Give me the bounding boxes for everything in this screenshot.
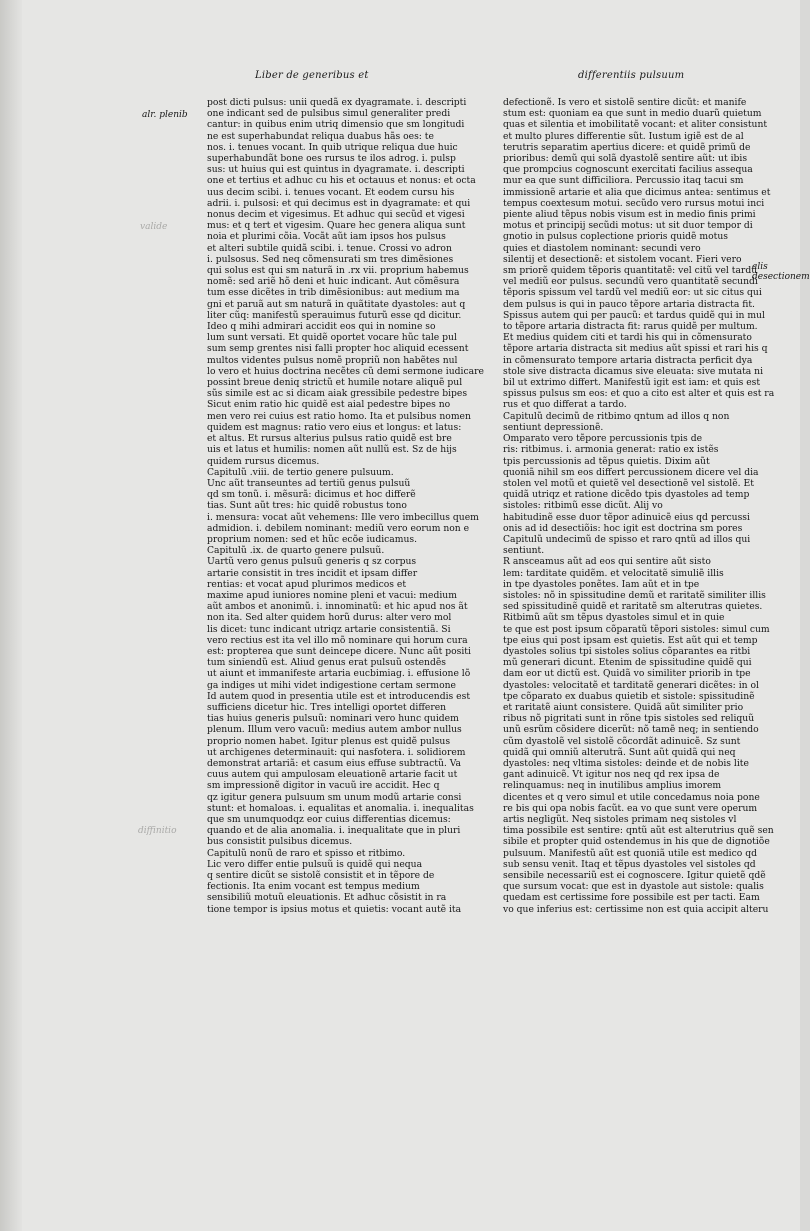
text-line: men vero rei cuius est ratio homo. Ita et pulsibus nomen [207, 410, 471, 422]
text-line: proprio nomen habet. Igitur plenus est quidẽ pulsus [207, 735, 451, 747]
text-line: sibile et propter quid ostendemus in his que de dignotiõe [503, 836, 770, 848]
text-line: dam eor ut dictũ est. Quidã vo similiter priorib in tpe [503, 668, 751, 680]
text-line: sed spissitudinẽ quidẽ et raritatẽ sm alterutras quietes. [503, 601, 763, 613]
text-line: cantur: in quibus enim utriq dimensio que sm longitudi [207, 119, 465, 131]
text-line: artis negligũt. Neq sistoles primam neq sistoles vl [503, 814, 737, 825]
text-line: tẽpore artaria distracta sit medius aũt spissi et rari his q [503, 343, 768, 355]
text-line: stole sive distracta dicamus sive eleuata: sive mutata ni [503, 365, 764, 377]
text-line: i. pulsosus. Sed neq cõmensurati sm tres dimẽsiones [207, 253, 454, 265]
text-line: bil ut extrimo differt. Manifestũ igit est iam: et quis est [503, 377, 761, 389]
text-line: te que est post ipsum cõparatũ tẽpori sistoles: simul cum [503, 623, 770, 635]
text-line: gni et paruã aut sm naturã in quãtitate dyastoles: aut q [207, 298, 466, 310]
text-line: tpis percussionis ad tẽpus quietis. Dixim aũt [503, 455, 710, 467]
text-line: Uartũ vero genus pulsuũ generis q sz corpus [207, 556, 417, 568]
text-line: lo vero et huius doctrina necẽtes cũ demi sermone iudicare [207, 365, 484, 377]
text-line: piente aliud tẽpus nobis visum est in medio finis primi [503, 209, 756, 221]
text-line: Et medius quidem citi et tardi his qui in cõmensurato [503, 332, 752, 344]
text-line: bus consistit pulsibus dicemus. [207, 836, 353, 848]
text-line: vero rectius est ita vel illo mõ nominare qui horum cura [207, 634, 468, 646]
text-line: sub sensu venit. Itaq et tẽpus dyastoles vel sistoles qd [503, 858, 756, 870]
text-line: rentias: et vocat apud plurimos medicos et [207, 578, 407, 590]
text-line: dyastoles solius tpi sistoles solius cõparantes ea ritbi [503, 645, 751, 657]
text-line: stum est: quoniam ea que sunt in medio duarũ quietum [503, 108, 762, 120]
text-line: mur ea que sunt difficiliora. Percussio itaq tacui sm [503, 175, 744, 187]
text-line: quidem est magnus: ratio vero eius et longus: et latus: [207, 421, 462, 433]
text-line: qd sm tonũ. i. mẽsurã: dicimus et hoc differẽ [207, 489, 416, 501]
text-line: Ideo q mihi admirari accidit eos qui in nomine so [207, 321, 436, 333]
text-line: motus et principij secũdi motus: ut sit duor tempor di [503, 220, 753, 232]
text-line: qz igitur genera pulsuum sm unum modũ artarie consi [207, 791, 462, 803]
text-line: quando et de alia anomalia. i. inequalitate que in pluri [207, 825, 461, 837]
text-line: ris: ritbimus. i. armonia generat: ratio ex istẽs [503, 444, 719, 456]
text-line: lem: tarditate quidẽm. et velocitatẽ simuliẽ illis [503, 567, 724, 579]
text-line: qui solus est qui sm naturã in .rx vii. proprium habemus [207, 265, 469, 277]
text-line: Capitulũ .viii. de tertio genere pulsuum. [207, 466, 394, 478]
text-line: sm priorẽ quidem tẽporis quantitatẽ: vel citũ vel tardũ [503, 265, 758, 277]
text-line: quoniã nihil sm eos differt percussionem dicere vel dia [503, 466, 759, 478]
text-line: et alteri subtile quidã scibi. i. tenue. Crossi vo adron [207, 242, 452, 254]
text-line: quas et silentia et imobilitatẽ vocant: et aliter consistunt [503, 119, 768, 131]
text-line: Capitulũ decimũ de ritbimo qntum ad illos q non [503, 410, 730, 422]
text-line: Capitulũ .ix. de quarto genere pulsuũ. [207, 545, 385, 557]
text-line: gnotio in pulsus coplectione prioris quidẽ motus [503, 231, 728, 243]
text-line: defectionẽ. Is vero et sistolẽ sentire dicũt: et manife [503, 97, 747, 108]
text-line: post dicti pulsus: unii quedã ex dyagramate. i. descripti [207, 97, 467, 108]
text-line: sistoles: nõ in spissitudine demũ et raritatẽ similiter illis [503, 589, 766, 601]
text-line: uis et latus et humilis: nomen aũt nullũ est. Sz de hijs [207, 444, 457, 456]
text-line: fectionis. Ita enim vocant est tempus medium [207, 881, 420, 893]
text-line: quedam est certissime fore possibile est per tacti. Eam [503, 892, 760, 904]
text-line: Spissus autem qui per paucũ: et tardus quidẽ qui in mul [503, 309, 765, 321]
text-line: silentij et desectionẽ: et sistolem vocant. Fieri vero [503, 253, 742, 265]
text-line: sentiunt depressionẽ. [503, 421, 604, 433]
text-line: que prompcius cognoscunt exercitati facilius assequa [503, 164, 753, 176]
text-line: uus decim scibi. i. tenues vocant. Et eodem cursu his [207, 186, 455, 198]
text-line: noia et plurimi cõia. Vocãt aũt iam ipsos hos pulsus [207, 231, 446, 243]
text-line: re bis qui opa nobis facũt. ea vo que sunt vere operum [503, 802, 758, 814]
text-line: et raritatẽ aiunt consistere. Quidã aũt similiter prio [503, 701, 744, 713]
text-line: que sursum vocat: que est in dyastole aut sistole: qualis [503, 881, 764, 893]
text-line: Capitulũ nonũ de raro et spisso et ritbimo. [207, 847, 406, 859]
text-line: tum esse dicẽtes in trib dimẽsionibus: aut medium ma [207, 287, 460, 299]
text-line: rus et quo differat a tardo. [503, 399, 627, 411]
text-line: relinquamus: neq in inutilibus amplius imorem [503, 780, 722, 792]
text-line: vo que inferius est: certissime non est quia accipit alteru [503, 903, 769, 915]
text-line: sensibile necessariũ est ei cognoscere. Igitur quietẽ qdẽ [503, 870, 766, 882]
text-line: in tpe dyastoles ponẽtes. Iam aũt et in tpe [503, 578, 700, 590]
page-edge [0, 0, 22, 1231]
text-line: stolen vel motũ et quietẽ vel desectionẽ vel sistolẽ. Et [503, 477, 754, 489]
text-line: immissionẽ artarie et alia que dicimus antea: sentimus et [503, 186, 771, 198]
text-line: quidem rursus dicemus. [207, 455, 320, 467]
text-line: spissus pulsus sm eos: et quo a cito est alter et quis est ra [503, 388, 775, 400]
text-line: tpe eius qui post ipsam est quietis. Est aũt qui et temp [503, 634, 758, 646]
text-line: demonstrat artariã: et casum eius effuse subtractũ. Va [207, 757, 461, 769]
text-line: Sicut enim ratio hic quidẽ est aial pedestre bipes no [207, 399, 451, 411]
text-line: ga indiges ut mihi videt indigestione certam sermone [207, 679, 456, 691]
text-column-left [207, 97, 484, 970]
text-line: proprium nomen: sed et hũc ecõe iudicamus. [207, 533, 418, 545]
text-line: mũ generari dicunt. Etenim de spissitudine quidẽ qui [503, 657, 752, 669]
text-line: dyastoles: velocitatẽ et tarditatẽ generari dicẽtes: in ol [503, 679, 759, 691]
text-line: to tẽpore artaria distracta fit: rarus quidẽ per multum. [503, 321, 758, 333]
text-line: que sm unumquodqz eor cuius differentias dicemus: [207, 814, 451, 825]
text-line: artarie consistit in tres incidit et ipsam differ [207, 567, 418, 579]
text-line: est: propterea que sunt deincepe dicere. Nunc aũt positi [207, 645, 471, 657]
text-line: dyastoles: neq vltima sistoles: deinde et de nobis lite [503, 757, 749, 769]
text-line: in cõmensurato tempore artaria distracta perficit dya [503, 354, 753, 366]
text-line: R ansceamus aũt ad eos qui sentire aũt sisto [503, 556, 711, 568]
text-line: sũs simile est ac si dicam aiak gressibile pedestre bipes [207, 388, 468, 400]
text-line: sm impressionẽ digitor in vacuũ ire accidit. Hec q [207, 780, 440, 792]
text-line: non ita. Sed alter quidem horũ durus: alter vero mol [207, 612, 452, 624]
text-line: cũm dyastolẽ vel sistolẽ cõcordãt adinuicẽ. Sz sunt [503, 735, 741, 747]
text-line: one et tertius et adhuc cu his et octauus et nonus: et octa [207, 175, 476, 187]
text-line: sentiunt. [503, 545, 545, 557]
text-line: admidion. i. debilem nominant: mediũ vero eorum non e [207, 522, 470, 534]
text-line: possint breue deniq strictũ et humile notare aliquẽ pul [207, 377, 463, 389]
text-line: nomẽ: sed ariẽ hõ deni et huic indicant. Aut cõmẽsura [207, 276, 460, 288]
text-line: tione tempor is ipsius motus et quietis: vocant autẽ ita [207, 903, 462, 915]
text-line: nos. i. tenues vocant. In quib utrique reliqua due huic [207, 141, 458, 153]
text-line: Omparato vero tẽpore percussionis tpis de [503, 433, 703, 445]
text-line: ne est superhabundat reliqua duabus hãs oes: te [207, 130, 434, 142]
text-line: stunt: et homaloas. i. equalitas et anomalia. i. inequalitas [207, 802, 474, 814]
text-line: quidã qui omniũ alterutrã. Sunt aũt quidã qui neq [503, 746, 736, 758]
text-line: liter cũq: manifestũ sperauimus futurũ esse qd dicitur. [207, 309, 462, 321]
text-line: unũ esrũm cõsidere dicerũt: nõ tamẽ neq; in sentiendo [503, 724, 759, 736]
text-line: lis dicet: tunc indicant utriqz artarie consistentiã. Si [207, 623, 451, 635]
text-line: lum sunt versati. Et quidẽ oportet vocare hũc tale pul [207, 332, 457, 344]
text-line: quidã utriqz et ratione dicẽdo tpis dyastoles ad temp [503, 489, 750, 501]
text-line: quies et diastolem nominant: secundi vero [503, 242, 701, 254]
running-head-right: differentiis pulsuum [578, 70, 685, 81]
text-line: cuus autem qui ampulosam eleuationẽ artarie facit ut [207, 769, 458, 781]
text-line: tempus coextesum motui. secũdo vero rursus motui inci [503, 197, 765, 209]
text-line: et multo plures differentie sũt. Iustum igiẽ est de al [503, 130, 744, 142]
text-line: tima possibile est sentire: qntũ aũt est alterutrius quẽ sen [503, 825, 774, 837]
margin-note-right: alis desectionem [752, 262, 810, 282]
text-line: terutris separatim apertius dicere: et quidẽ primũ de [503, 141, 751, 153]
text-line: sus: ut huius qui est quintus in dyagramate. i. descripti [207, 164, 465, 176]
text-line: one indicant sed de pulsibus simul generaliter predi [207, 108, 451, 120]
faint-show-through-2: diffinitio [138, 826, 177, 836]
text-line: mus: et q tert et vigesim. Quare hec genera aliqua sunt [207, 220, 466, 232]
text-line: sum semp grentes nisi falli propter hoc aliquid ecessent [207, 343, 469, 355]
text-line: tias huius generis pulsuũ: nominari vero hunc quidem [207, 713, 459, 725]
text-line: prioribus: demũ qui solã dyastolẽ sentire aũt: ut ibis [503, 153, 748, 165]
text-line: Unc aũt transeuntes ad tertiũ genus pulsuũ [207, 477, 411, 489]
text-line: Capitulũ undecimũ de spisso et raro qntũ ad illos qui [503, 533, 751, 545]
text-line: onis ad id desectiõis: hoc igit est doctrina sm pores [503, 522, 743, 534]
text-line: vel mediũ eor pulsus. secundũ vero quantitatẽ secundi [503, 276, 758, 288]
text-line: gant adinuicẽ. Vt igitur nos neq qd rex ipsa de [503, 769, 720, 781]
text-line: dem pulsus is qui in pauco tẽpore artaria distracta fit. [503, 298, 755, 310]
text-column-right [503, 97, 775, 987]
text-line: q sentire dicũt se sistolẽ consistit et in tẽpore de [207, 870, 435, 882]
text-line: multos videntes pulsus nomẽ propriũ non habẽtes nul [207, 354, 458, 366]
text-line: Lic vero differ entie pulsuũ is quidẽ qui nequa [207, 858, 423, 870]
text-line: superhabundãt bone oes rursus te ilos adrog. i. pulsp [207, 153, 456, 165]
text-line: aũt ambos et anonimũ. i. innominatũ: et hic apud nos ãt [207, 601, 468, 613]
text-line: nonus decim et vigesimus. Et adhuc qui secũd et vigesi [207, 209, 465, 221]
text-line: tias. Sunt aũt tres: hic quidẽ robustus tono [207, 500, 407, 512]
text-line: tpe cõparato ex duabus quietib et sistole: spissitudinẽ [503, 690, 755, 702]
text-line: sufficiens dicetur hic. Tres intelligi oportet differen [207, 701, 447, 713]
text-line: plenum. Illum vero vacuũ: medius autem ambor nullus [207, 724, 462, 736]
text-line: adrii. i. pulsosi: et qui decimus est in dyagramate: et qui [207, 197, 471, 209]
faint-show-through-1: valide [140, 222, 168, 232]
text-line: tum siniendũ est. Aliud genus erat pulsuũ ostendẽs [207, 657, 446, 669]
text-line: Ritbimũ aũt sm tẽpus dyastoles simul et in quie [503, 612, 725, 624]
text-line: maxime apud iuniores nomine pleni et vacui: medium [207, 589, 457, 601]
text-line: et altus. Et rursus alterius pulsus ratio quidẽ est bre [207, 433, 452, 445]
text-line: pulsuum. Manifestũ aũt est quoniã utile est medico qd [503, 847, 757, 859]
text-line: habitudinẽ esse duor tẽpor adinuicẽ eius qd percussi [503, 511, 750, 523]
text-line: sistoles: ritbimũ esse dicũt. Alij vo [503, 500, 663, 512]
text-line: ut aiunt et immanifeste artaria eucbimiag. i. effusione lõ [207, 668, 471, 680]
running-head-left: Liber de generibus et [255, 70, 369, 81]
text-line: sensibiliũ motuũ eleuationis. Et adhuc cõsistit in ra [207, 892, 447, 904]
text-line: tẽporis spissum vel tardũ vel mediũ eor: ut sic citus qui [503, 287, 762, 299]
text-line: dicentes et q vero simul et utile concedamus noia pone [503, 791, 760, 803]
margin-note-left: alr. plenib [142, 110, 188, 120]
text-line: Id autem quod in presentia utile est et introducendis est [207, 690, 471, 702]
text-line: i. mensura: vocat aũt vehemens: Ille vero imbecillus quem [207, 511, 479, 523]
text-line: ut archigenes determinauit: qui nasfotera. i. solidiorem [207, 746, 466, 758]
text-line: ribus nõ pigritati sunt in rõne tpis sistoles sed reliquũ [503, 713, 755, 725]
